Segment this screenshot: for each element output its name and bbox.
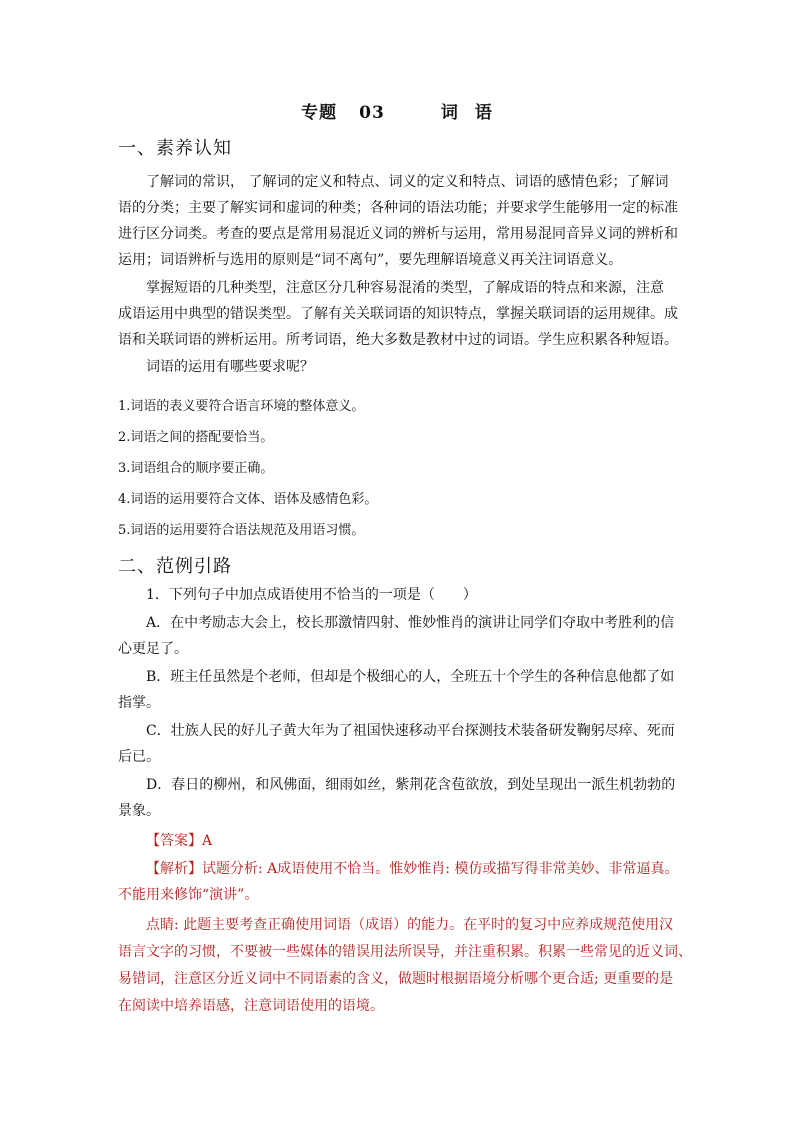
s1-line-4: 运用；词语辨析与选用的原则是“词不离句”，要先理解语境意义再关注词语意义。 (118, 252, 623, 268)
option-d-line-2: 景象。 (118, 803, 160, 819)
s1-line-2: 语的分类；主要了解实词和虚词的种类；各种词的语法功能；并要求学生能够用一定的标准 (118, 200, 678, 216)
requirement-item: 5.词语的运用要符合语法规范及用语习惯。 (118, 523, 365, 538)
requirement-item: 4.词语的运用要符合文体、语体及感情色彩。 (118, 492, 378, 507)
tip-line-3: 易错词，注意区分近义词中不同语素的含义，做题时根据语境分析哪个更合适; 更重要的是 (118, 971, 674, 987)
title-part-4: 语 (474, 103, 493, 123)
s1-line-1: 了解词的常识， 了解词的定义和特点、词义的定义和特点、词语的感情色彩；了解词 (146, 174, 669, 190)
title-part-2: 03 (359, 103, 385, 123)
s1-line-7: 语和关联词语的辨析运用。所考词语，绝大多数是教材中过的词语。学生应积累各种短语。 (118, 332, 678, 348)
section-2-heading: 二、范例引路 (118, 556, 232, 577)
analysis-text: 试题分析: A成语使用不恰当。惟妙惟肖: 模仿或描写得非常美妙、非常逼真。 (202, 861, 679, 877)
title-part-3: 词 (440, 103, 459, 123)
option-a-line-1: A．在中考励志大会上，校长那激情四射、惟妙惟肖的演讲让同学们夺取中考胜利的信 (146, 615, 675, 631)
s1-line-6: 成语运用中典型的错误类型。了解有关关联词语的知识特点，掌握关联词语的运用规律。成 (118, 306, 678, 322)
option-b-line-2: 指掌。 (118, 695, 160, 711)
analysis-label: 【解析】 (146, 861, 202, 877)
analysis-line-2: 不能用来修饰“演讲”。 (118, 887, 259, 903)
s1-line-5: 掌握短语的几种类型，注意区分几种容易混淆的类型，了解成语的特点和来源，注意 (146, 280, 664, 296)
requirement-item: 2.词语之间的搭配要恰当。 (118, 430, 274, 445)
s1-line-3: 进行区分词类。考查的要点是常用易混近义词的辨析与运用，常用易混同音异义词的辨析和 (118, 226, 678, 242)
option-c-line-2: 后已。 (118, 749, 160, 765)
s1-line-8: 词语的运用有哪些要求呢？ (146, 359, 314, 375)
option-b-line-1: B．班主任虽然是个老师，但却是个极细心的人，全班五十个学生的各种信息他都了如 (146, 669, 675, 685)
tip-line-2: 语言文字的习惯，不要被一些媒体的错误用法所误导，并注重积累。积累一些常见的近义词、 (118, 944, 692, 960)
page-title (0, 98, 794, 123)
option-d-line-1: D．春日的柳州，和风佛面，细雨如丝，紫荆花含苞欲放，到处呈现出一派生机勃勃的 (146, 777, 676, 793)
option-c-line-1: C．壮族人民的好儿子黄大年为了祖国快速移动平台探测技术装备研发鞠躬尽瘁、死而 (146, 723, 675, 739)
title-part-1: 专题 (301, 103, 338, 123)
requirement-item: 1.词语的表义要符合语言环境的整体意义。 (118, 399, 365, 414)
question-stem: 1．下列句子中加点成语使用不恰当的一项是（ ） (146, 587, 477, 603)
answer-line (146, 830, 212, 850)
answer-label: 【答案】 (146, 833, 202, 849)
section-1-heading: 一、素养认知 (118, 138, 232, 159)
tip-line-1: 点睛: 此题主要考查正确使用词语（成语）的能力。在平时的复习中应养成规范使用汉 (146, 917, 674, 933)
analysis-line-1 (146, 858, 678, 878)
tip-line-4: 在阅读中培养语感，注意词语使用的语境。 (118, 998, 384, 1014)
requirement-item: 3.词语组合的顺序要正确。 (118, 461, 274, 476)
option-a-line-2: 心更足了。 (118, 641, 188, 657)
answer-value: A (202, 833, 213, 849)
